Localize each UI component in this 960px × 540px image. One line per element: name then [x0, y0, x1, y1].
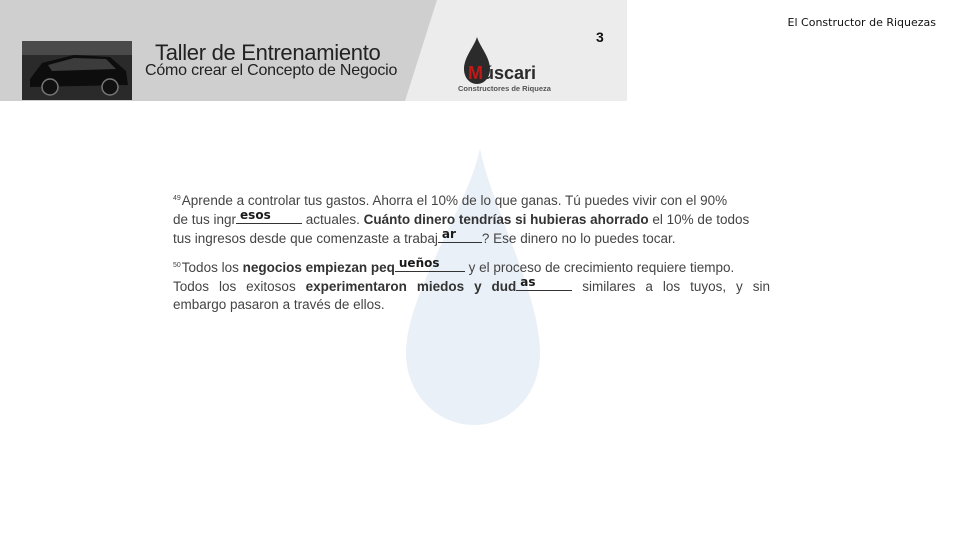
text: Todos los exitosos — [173, 279, 306, 294]
handwritten-answer: as — [520, 275, 536, 289]
fill-in-blank[interactable] — [438, 229, 482, 243]
text: ? Ese dinero no lo puedes tocar. — [481, 231, 676, 246]
bold-text: Cuánto dinero tendrías si hubieras ahorrado — [363, 212, 649, 227]
logo-wordmark — [468, 63, 536, 84]
fill-in-blank[interactable] — [395, 258, 465, 272]
exercise-49-line3 — [173, 229, 783, 248]
exercise-49 — [173, 190, 783, 248]
exercise-50-line3 — [173, 296, 770, 314]
handwritten-answer: esos — [240, 208, 271, 222]
text: Todos los — [181, 260, 243, 275]
logo-tagline: Constructores de Riqueza — [458, 84, 551, 93]
car-photo — [22, 41, 132, 100]
exercise-50-line1 — [173, 257, 770, 277]
text: similares a los tuyos, y sin — [572, 279, 770, 294]
text: tus ingresos desde que comenzaste a trabaj — [173, 231, 438, 246]
text: el 10% de todos — [648, 212, 750, 227]
banner-title: Taller de Entrenamiento — [155, 40, 381, 65]
logo-initial: M — [468, 63, 483, 83]
exercise-49-line2 — [173, 210, 783, 229]
header-banner — [0, 0, 627, 101]
exercise-number: 49 — [173, 195, 181, 202]
bold-text: experimentaron miedos y dud — [305, 279, 517, 294]
handwritten-answer: ueños — [398, 256, 440, 270]
text: actuales. — [302, 212, 364, 227]
exercise-number: 50 — [173, 262, 181, 269]
exercise-50-line2 — [173, 277, 770, 296]
page-number: 3 — [596, 29, 604, 45]
text: embargo pasaron a través de ellos. — [173, 297, 385, 312]
handwritten-answer: ar — [441, 227, 456, 241]
bold-text: negocios empiezan peq — [242, 260, 395, 275]
logo-wordmark-rest: úscari — [483, 63, 537, 83]
banner-subtitle: Cómo crear el Concepto de Negocio — [145, 62, 398, 79]
text: de tus ingr — [173, 212, 237, 227]
exercise-50 — [173, 257, 770, 314]
document-header-title: El Constructor de Riquezas — [787, 16, 936, 29]
fill-in-blank[interactable] — [236, 210, 302, 224]
text: Aprende a controlar tus gastos. Ahorra el 10% de lo que ganas. Tú puedes vivir con el 90% — [181, 193, 728, 208]
fill-in-blank[interactable] — [516, 277, 572, 291]
text: y el proceso de crecimiento requiere tiempo. — [464, 260, 735, 275]
